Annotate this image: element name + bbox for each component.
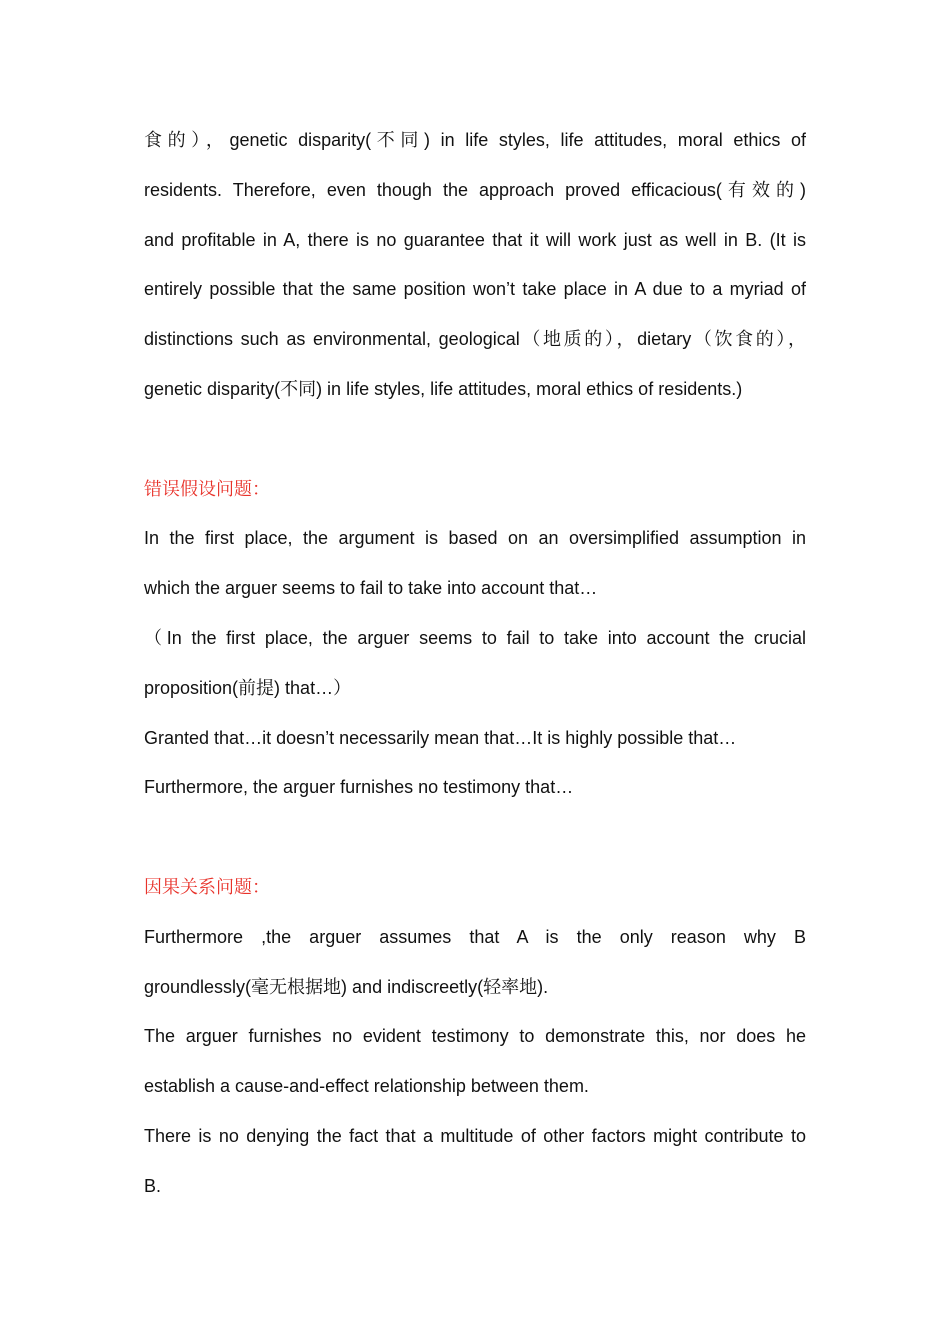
text-line: and profitable in A, there is no guarantee that it will work just as well in B. (It is [144, 229, 806, 250]
text-line: proposition(前提) that…） [144, 677, 352, 698]
text-line: genetic disparity(不同) in life styles, life attitudes, moral ethics of residents.) [144, 378, 743, 399]
text-line: Furthermore, the arguer furnishes no testimony that… [144, 777, 574, 798]
section-heading: 错误假设问题： [144, 478, 270, 499]
text-line: distinctions such as environmental, geological（地质的），dietary（饮食的）， [144, 329, 806, 350]
text-line: The arguer furnishes no evident testimony to demonstrate this, nor does he [144, 1026, 806, 1047]
text-line: 食的），genetic disparity(不同) in life styles, life attitudes, moral ethics of [144, 130, 806, 150]
text-line: Granted that…it doesn’t necessarily mean that…It is highly possible that… [144, 727, 737, 748]
text-line: （In the first place, the arguer seems to fail to take into account the crucial [144, 627, 806, 648]
text-line: entirely possible that the same position won’t take place in A due to a myriad of [144, 279, 806, 300]
document-page [144, 116, 806, 1212]
text-line: B. [144, 1175, 162, 1196]
section-false-assumption [144, 465, 806, 814]
paragraph-intro [144, 116, 806, 415]
text-line: In the first place, the argument is based on an oversimplified assumption in [144, 528, 806, 549]
spacer [144, 813, 806, 863]
section-heading: 因果关系问题： [144, 876, 270, 897]
text-line: residents. Therefore, even though the approach proved efficacious(有效的) [144, 179, 806, 200]
text-line: There is no denying the fact that a multitude of other factors might contribute to [144, 1125, 806, 1146]
text-line: Furthermore ,the arguer assumes that A is the only reason why B [144, 926, 806, 947]
spacer [144, 415, 806, 465]
text-line: groundlessly(毫无根据地) and indiscreetly(轻率地). [144, 976, 549, 997]
text-line: establish a cause-and-effect relationship between them. [144, 1076, 589, 1097]
text-line: which the arguer seems to fail to take into account that… [144, 578, 598, 599]
section-causal [144, 863, 806, 1212]
